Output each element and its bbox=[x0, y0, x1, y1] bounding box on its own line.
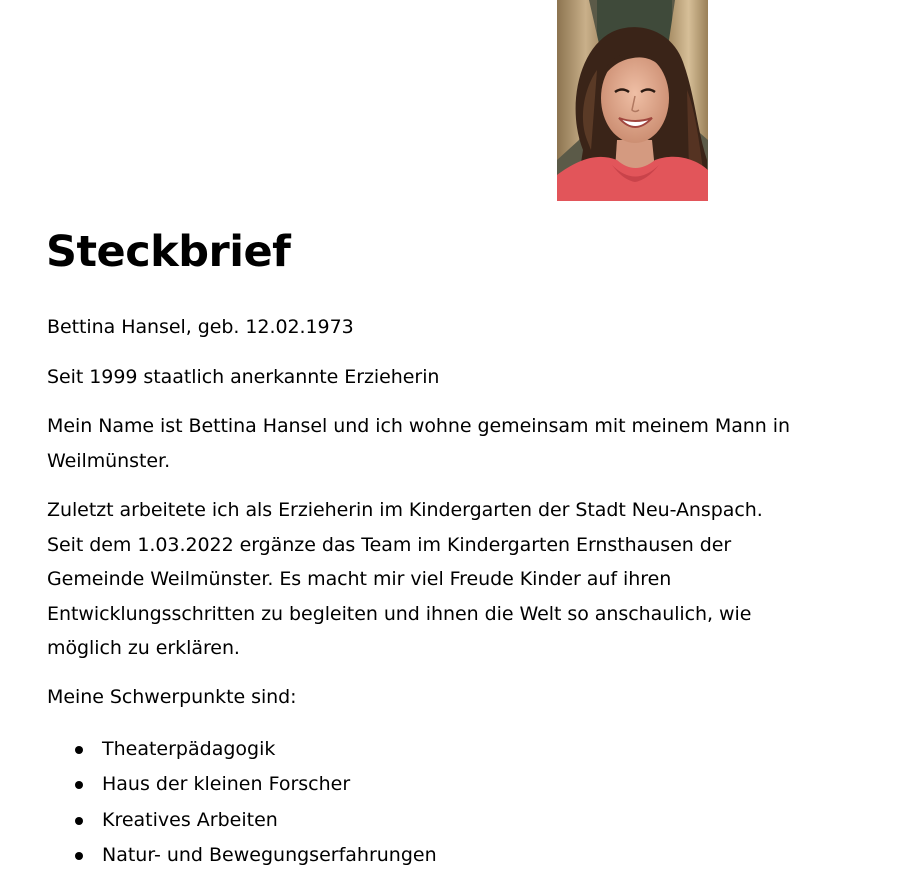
name-birthdate-line: Bettina Hansel, geb. 12.02.1973 bbox=[47, 316, 354, 338]
work-line: Seit dem 1.03.2022 ergänze das Team im Kindergarten Ernsthausen der bbox=[47, 533, 732, 556]
work-line: Gemeinde Weilmünster. Es macht mir viel Freude Kinder auf ihren bbox=[47, 568, 672, 590]
about-paragraph bbox=[47, 409, 790, 478]
about-line: Mein Name ist Bettina Hansel und ich wohne gemeinsam mit meinem Mann in bbox=[47, 415, 790, 437]
page-title: Steckbrief bbox=[46, 227, 291, 277]
focus-list-item: Theaterpädagogik bbox=[47, 732, 437, 767]
focus-list bbox=[47, 732, 437, 873]
work-line: möglich zu erklären. bbox=[47, 637, 240, 659]
qualification-line: Seit 1999 staatlich anerkannte Erzieherin bbox=[47, 366, 440, 388]
about-line: Weilmünster. bbox=[47, 449, 171, 472]
profile-photo bbox=[557, 0, 708, 201]
work-line: Entwicklungsschritten zu begleiten und ihnen die Welt so anschaulich, wie bbox=[47, 602, 752, 625]
focus-heading: Meine Schwerpunkte sind: bbox=[47, 686, 297, 708]
focus-list-item: Haus der kleinen Forscher bbox=[47, 767, 437, 802]
focus-list-item: Natur- und Bewegungserfahrungen bbox=[47, 838, 437, 873]
work-paragraph bbox=[47, 493, 763, 666]
focus-list-item: Kreatives Arbeiten bbox=[47, 803, 437, 838]
work-line: Zuletzt arbeitete ich als Erzieherin im Kindergarten der Stadt Neu-Anspach. bbox=[47, 499, 763, 521]
